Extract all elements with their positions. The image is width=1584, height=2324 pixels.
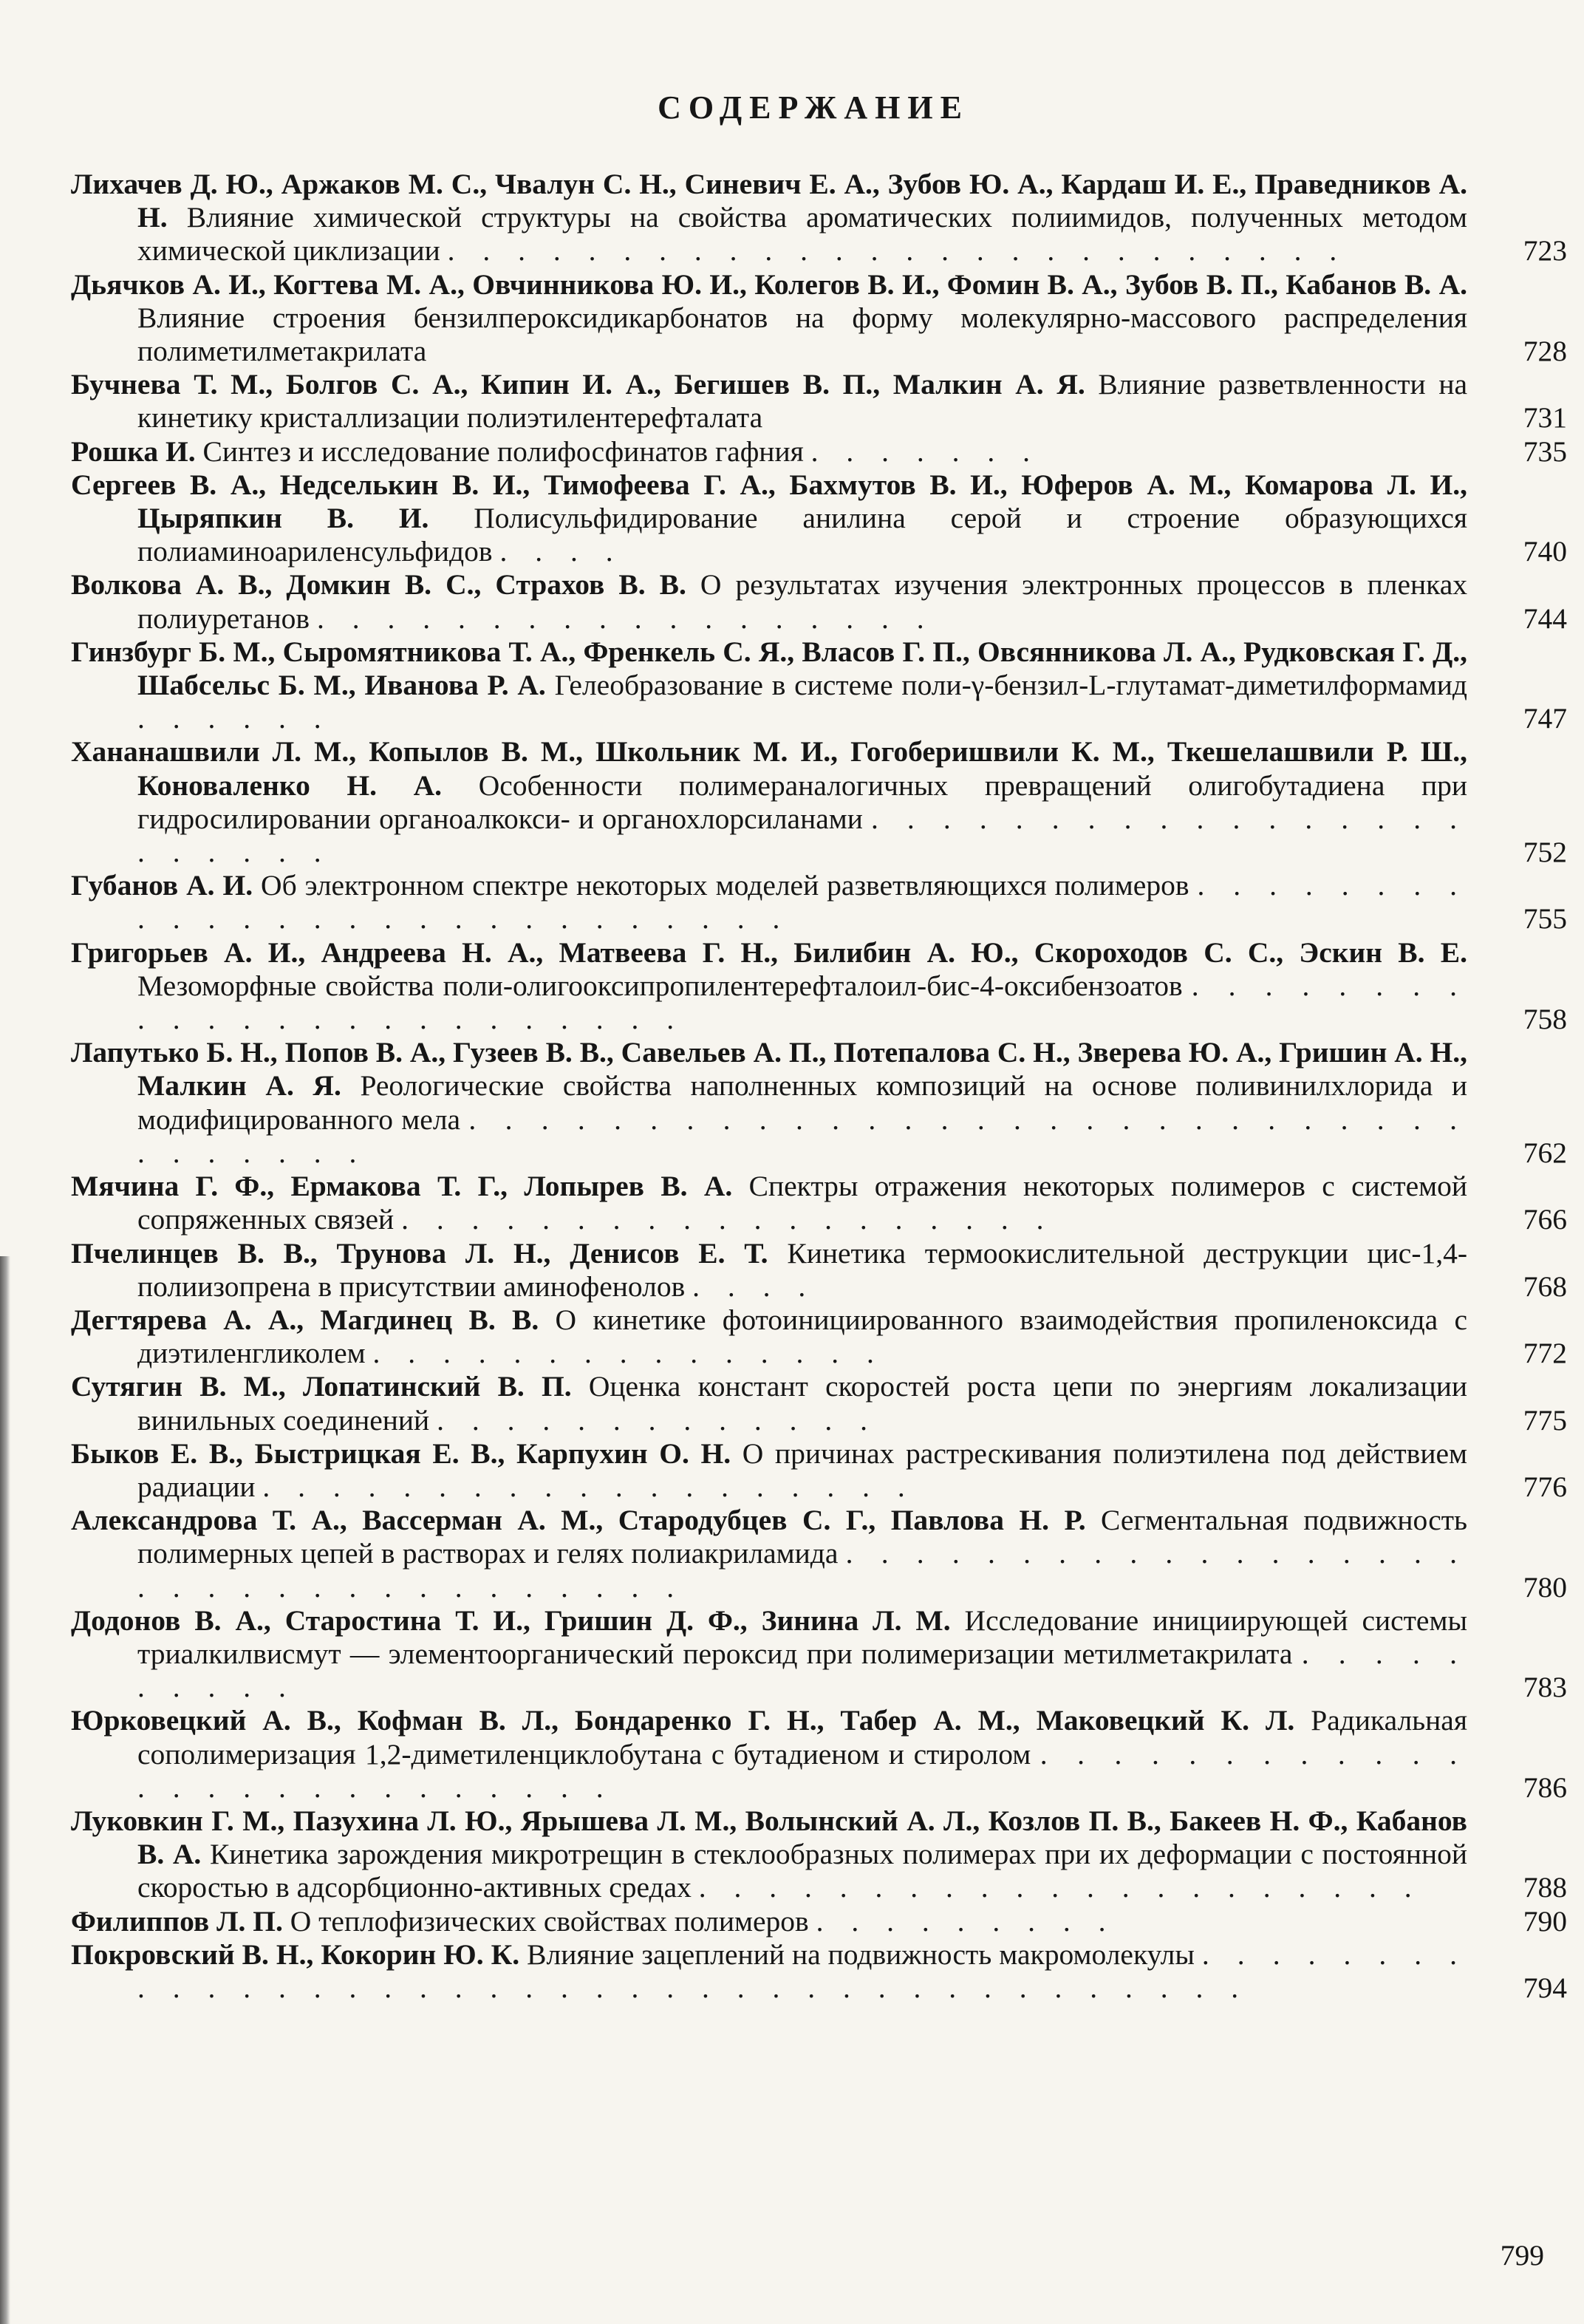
entry-page-number: 775 — [1523, 1403, 1567, 1437]
leader-dots: . . . . . . . . . . . . . . . . . . . . . . . . . . — [447, 234, 1348, 268]
toc-entry[interactable] — [71, 1236, 1567, 1304]
leader-dots: . . . . . . — [137, 702, 332, 735]
toc-entry[interactable] — [71, 735, 1567, 869]
entry-title: Оценка констант скоростей роста цепи по энергиям локализации винильных соединений — [137, 1370, 1467, 1437]
entry-title: О теплофизических свойствах полимеров — [290, 1904, 809, 1938]
entry-title: Гелеобразование в системе поли-γ-бензил-L-глутамат-диметилформамид — [554, 669, 1467, 702]
entry-title: Реологические свойства наполненных композиций на основе поливинилхлорида и модифицированного мела — [137, 1069, 1468, 1136]
entry-authors: Филиппов Л. П. — [71, 1904, 283, 1938]
page-title: СОДЕРЖАНИЕ — [658, 89, 969, 126]
leader-dots: . . . . . . . . . . . . . . . . . . . — [262, 1470, 915, 1503]
entry-title: Мезоморфные свойства поли-олигооксипропилентерефталоил-бис-4-оксибензоатов — [137, 969, 1183, 1002]
entry-page-number: 762 — [1523, 1136, 1567, 1169]
entry-page-number: 786 — [1523, 1771, 1567, 1804]
entry-title: Об электронном спектре некоторых моделей разветвляющихся полимеров — [261, 869, 1189, 902]
leader-dots: . . . . . . . . . . . . . . . . . . . . . . . . — [137, 969, 1468, 1036]
entry-title: О кинетике фотоинициированного взаимодействия пропиленоксида с диэтиленгликолем — [137, 1303, 1468, 1370]
entry-authors: Луковкин Г. М., Пазухина Л. Ю., Ярышева Л. М., Волынский А. Л., Козлов П. В., Бакеев Н. Ф., Кабанов В. А. — [71, 1804, 1467, 1871]
entry-authors: Хананашвили Л. М., Копылов В. М., Школьник М. И., Гогоберишвили К. М., Ткешелашвили Р. Ш., Коноваленко Н. А. — [71, 735, 1467, 802]
entry-page-number: 744 — [1523, 602, 1567, 635]
entry-title: Кинетика зарождения микротрещин в стеклообразных полимерах при их деформации с постоянной скоростью в адсорбционно-активных средах — [137, 1838, 1467, 1904]
toc-entry[interactable] — [71, 1704, 1567, 1805]
entry-title: О причинах растрескивания полиэтилена под действием радиации — [137, 1437, 1467, 1503]
leader-dots: . . . . — [692, 1270, 816, 1303]
leader-dots: . . . . . . . . . — [816, 1904, 1116, 1938]
entry-page-number: 728 — [1523, 335, 1567, 368]
entry-authors: Губанов А. И. — [71, 869, 253, 902]
entry-page-number: 735 — [1523, 435, 1567, 468]
entry-page-number: 723 — [1523, 234, 1567, 268]
entry-title: Влияние строения бензилпероксидикарбонатов на форму молекулярно-массового распределения полиметилметакрилата — [137, 301, 1467, 368]
entry-title: Сегментальная подвижность полимерных цепей в растворах и гелях полиакриламида — [137, 1504, 1468, 1570]
leader-dots: . . . . . . . . . . . . . . . . . . . . . . . . . . . . . . . . . . — [137, 1537, 1468, 1604]
entry-authors: Лихачев Д. Ю., Аржаков М. С., Чвалун С. Н., Синевич Е. А., Зубов Ю. А., Кардаш И. Е., Праведников А. Н. — [71, 168, 1467, 234]
entry-title: Полисульфидирование анилина серой и строение образующихся полиаминоариленсульфидов — [137, 502, 1468, 568]
toc-entry[interactable] — [71, 368, 1567, 435]
toc-entry[interactable] — [71, 1804, 1567, 1905]
leader-dots: . . . . — [499, 535, 624, 568]
leader-dots: . . . . . . . . . . . . . . . . . . . — [401, 1203, 1054, 1236]
entry-page-number: 790 — [1523, 1904, 1567, 1938]
toc-entry[interactable] — [71, 1904, 1567, 1938]
entry-authors: Дегтярева А. А., Магдинец В. В. — [71, 1303, 539, 1336]
toc-entry[interactable] — [71, 1604, 1567, 1705]
entry-authors: Рошка И. — [71, 435, 196, 468]
leader-dots: . . . . . . . . . . . . . . . . . . . . . . . . . . . — [137, 869, 1468, 936]
entry-authors: Покровский В. Н., Кокорин Ю. К. — [71, 1938, 520, 1971]
entry-page-number: 755 — [1523, 902, 1567, 936]
entry-page-number: 758 — [1523, 1003, 1567, 1036]
entry-page-number: 747 — [1523, 702, 1567, 735]
toc-page — [71, 89, 1567, 2005]
toc-entry[interactable] — [71, 468, 1567, 569]
entry-title: Влияние зацеплений на подвижность макромолекулы — [527, 1938, 1195, 1971]
entry-title: Радикальная сополимеризация 1,2-диметиленциклобутана с бутадиеном и стиролом — [137, 1704, 1468, 1771]
leader-dots: . . . . . . . — [810, 435, 1041, 468]
entry-title: Особенности полимераналогичных превращений олигобутадиена при гидросилировании органоалкокси- и органохлорсиланами — [137, 769, 1468, 835]
toc-entry[interactable] — [71, 936, 1567, 1037]
toc-entry[interactable] — [71, 1370, 1567, 1437]
entry-page-number: 794 — [1523, 1971, 1567, 2004]
entry-authors: Лапутько Б. Н., Попов В. А., Гузеев В. В., Савельев А. П., Потепалова С. Н., Зверева Ю. А., Гришин А. Н., Малкин А. Я. — [71, 1036, 1467, 1103]
entry-title: Влияние химической структуры на свойства ароматических полиимидов, полученных методом химической циклизации — [137, 201, 1468, 268]
entry-page-number: 772 — [1523, 1337, 1567, 1370]
entry-page-number: 766 — [1523, 1203, 1567, 1236]
toc-entry[interactable] — [71, 1504, 1567, 1604]
leader-dots: . . . . . . . . . . . . . . . . . . — [316, 602, 935, 635]
entry-page-number: 788 — [1523, 1871, 1567, 1904]
toc-entry[interactable] — [71, 1303, 1567, 1370]
leader-dots: . . . . . . . . . . — [137, 1637, 1468, 1704]
toc-entry[interactable] — [71, 869, 1567, 936]
toc-entry[interactable] — [71, 635, 1567, 736]
entry-authors: Гинзбург Б. М., Сыромятникова Т. А., Френкель С. Я., Власов Г. П., Овсянникова Л. А., Рудковская Г. Д., Шабсельс Б. М., Иванова Р. А. — [71, 635, 1467, 702]
leader-dots: . . . . . . . . . . . . . . . . . . . . . . . . . . . . . . . . . . . . . . . . — [137, 1938, 1468, 2004]
entry-page-number: 768 — [1523, 1270, 1567, 1303]
leader-dots: . . . . . . . . . . . . . — [437, 1403, 878, 1437]
entry-page-number: 776 — [1523, 1470, 1567, 1503]
entry-page-number: 740 — [1523, 535, 1567, 568]
entry-page-number: 731 — [1523, 401, 1567, 435]
entry-title: Влияние разветвленности на кинетику кристаллизации полиэтилентерефталата — [137, 368, 1468, 435]
entry-page-number: 783 — [1523, 1671, 1567, 1704]
entry-authors: Дьячков А. И., Когтева М. А., Овчинникова Ю. И., Колегов В. И., Фомин В. А., Зубов В. П., Кабанов В. А. — [71, 268, 1467, 301]
entry-authors: Сутягин В. М., Лопатинский В. П. — [71, 1370, 572, 1403]
toc-list — [71, 168, 1567, 2005]
entry-authors: Бучнева Т. М., Болгов С. А., Кипин И. А., Бегишев В. П., Малкин А. Я. — [71, 368, 1085, 401]
entry-title: Синтез и исследование полифосфинатов гафния — [202, 435, 804, 468]
toc-entry[interactable] — [71, 1036, 1567, 1170]
entry-authors: Быков Е. В., Быстрицкая Е. В., Карпухин О. Н. — [71, 1437, 731, 1470]
leader-dots: . . . . . . . . . . . . . . . . . . . . . . . . . . — [137, 1737, 1468, 1804]
leader-dots: . . . . . . . . . . . . . . . . . . . . . — [698, 1871, 1422, 1904]
leader-dots: . . . . . . . . . . . . . . . . . . . . . . . — [137, 802, 1468, 869]
entry-page-number: 780 — [1523, 1570, 1567, 1604]
entry-authors: Додонов В. А., Старостина Т. И., Гришин Д. Ф., Зинина Л. М. — [71, 1604, 951, 1637]
toc-entry[interactable] — [71, 1938, 1567, 2005]
entry-authors: Мячина Г. Ф., Ермакова Т. Г., Лопырев В. А. — [71, 1170, 733, 1203]
entry-page-number: 752 — [1523, 836, 1567, 869]
entry-authors: Григорьев А. И., Андреева Н. А., Матвеева Г. Н., Билибин А. Ю., Скороходов С. С., Эскин В. Е. — [71, 936, 1467, 969]
toc-entry[interactable] — [71, 268, 1567, 369]
entry-title: Кинетика термоокислительной деструкции цис-1,4-полиизопрена в присутствии аминофенолов — [137, 1236, 1468, 1303]
entry-authors: Пчелинцев В. В., Трунова Л. Н., Денисов Е. Т. — [71, 1236, 768, 1270]
toc-entry[interactable] — [71, 435, 1567, 468]
entry-authors: Сергеев В. А., Недселькин В. И., Тимофеева Г. А., Бахмутов В. И., Юферов А. М., Комарова Л. И., Цыряпкин В. И. — [71, 468, 1467, 535]
toc-entry[interactable] — [71, 1170, 1567, 1236]
final-page-number: 799 — [1500, 2239, 1544, 2272]
leader-dots: . . . . . . . . . . . . . . . . . . . . . . . . . . . . . . . . . . . — [137, 1103, 1468, 1169]
toc-entry[interactable] — [71, 1437, 1567, 1504]
toc-entry[interactable] — [71, 568, 1567, 635]
toc-entry[interactable] — [71, 168, 1567, 268]
leader-dots: . . . . . . . . . . . . . . . — [372, 1337, 884, 1370]
entry-title: О результатах изучения электронных процессов в пленках полиуретанов — [137, 568, 1467, 635]
entry-authors: Александрова Т. А., Вассерман А. М., Стародубцев С. Г., Павлова Н. Р. — [71, 1504, 1086, 1537]
entry-title: Спектры отражения некоторых полимеров с системой сопряженных связей — [137, 1170, 1467, 1236]
entry-authors: Юрковецкий А. В., Кофман В. Л., Бондаренко Г. Н., Табер А. М., Маковецкий К. Л. — [71, 1704, 1295, 1737]
entry-authors: Волкова А. В., Домкин В. С., Страхов В. В. — [71, 568, 686, 602]
page-spine-shadow — [0, 1256, 10, 2324]
entry-title: Исследование инициирующей системы триалкилвисмут — элементоорганический пероксид при полимеризации метилметакрилата — [137, 1604, 1467, 1670]
